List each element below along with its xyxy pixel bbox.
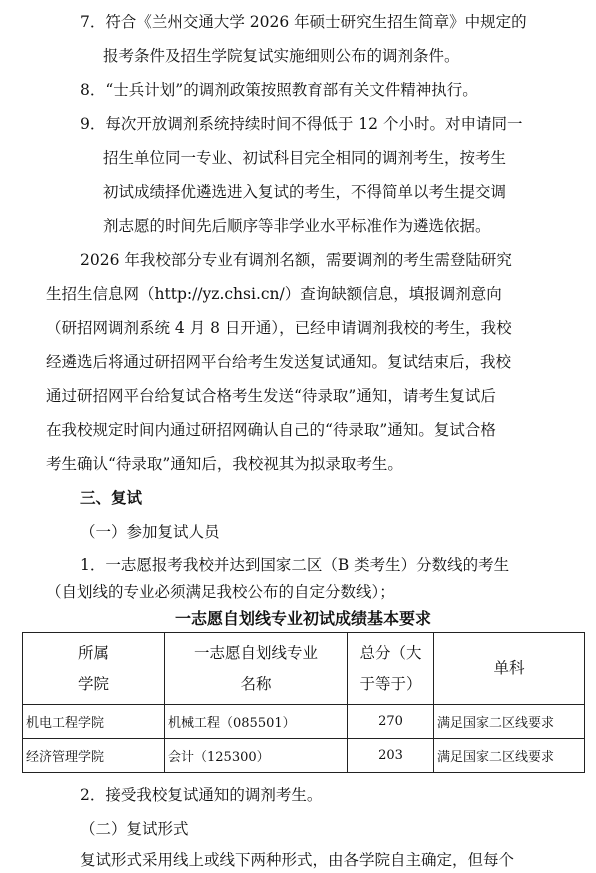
subsection-heading-2: （二）复试形式 [80, 820, 189, 838]
table-title: 一志愿自划线专业初试成绩基本要求 [174, 609, 431, 628]
subsection-heading-1: （一）参加复试人员 [80, 523, 220, 541]
paragraph-line-1: 2026 年我校部分专业有调剂名额，需要调剂的考生需登陆研究 [80, 251, 512, 269]
header-total: 总分（大 于等于） [348, 633, 434, 705]
section-heading: 三、复试 [80, 488, 143, 507]
header-major: 一志愿自划线专业 名称 [165, 633, 348, 705]
cell-single: 满足国家二区线要求 [434, 739, 585, 773]
table-row [23, 705, 585, 739]
item-7-line-2: 报考条件及招生学院复试实施细则公布的调剂条件。 [103, 47, 460, 65]
paragraph-line-2: 生招生信息网（http://yz.chsi.cn/）查询缺额信息，填报调剂意向 [46, 285, 502, 303]
table-row [23, 739, 585, 773]
header-college: 所属 学院 [23, 633, 165, 705]
participant-item-1-line-1: 1．一志愿报考我校并达到国家二区（B 类考生）分数线的考生 [80, 556, 510, 574]
paragraph-line-4: 经遴选后将通过研招网平台给考生发送复试通知。复试结束后，我校 [46, 353, 512, 371]
paragraph-line-5: 通过研招网平台给复试合格考生发送“待录取”通知，请考生复试后 [46, 387, 496, 405]
item-9-line-3: 初试成绩择优遴选进入复试的考生，不得简单以考生提交调 [103, 183, 507, 201]
paragraph-line-3: （研招网调剂系统 4 月 8 日开通），已经申请调剂我校的考生，我校 [46, 319, 512, 337]
paragraph-line-7: 考生确认“待录取”通知后，我校视其为拟录取考生。 [46, 455, 403, 473]
item-9-line-2: 招生单位同一专业、初试科目完全相同的调剂考生，按考生 [103, 149, 507, 167]
participant-item-1-line-2: （自划线的专业必须满足我校公布的自定分数线）； [46, 583, 395, 601]
cell-total: 270 [348, 705, 434, 739]
item-9-line-4: 剂志愿的时间先后顺序等非学业水平标准作为遴选依据。 [103, 217, 491, 235]
header-single: 单科 [434, 633, 585, 705]
cell-total: 203 [348, 739, 434, 773]
format-paragraph-line-1: 复试形式采用线上或线下两种形式，由各学院自主确定，但每个 [80, 851, 515, 869]
paragraph-line-6: 在我校规定时间内通过研招网确认自己的“待录取”通知。复试合格 [46, 421, 496, 439]
cell-college: 机电工程学院 [23, 705, 165, 739]
requirements-table [22, 632, 585, 773]
item-7-line-1: 7．符合《兰州交通大学 2026 年硕士研究生招生简章》中规定的 [80, 13, 527, 31]
participant-item-2: 2．接受我校复试通知的调剂考生。 [80, 786, 323, 804]
cell-major: 会计（125300） [165, 739, 348, 773]
cell-single: 满足国家二区线要求 [434, 705, 585, 739]
item-9-line-1: 9．每次开放调剂系统持续时间不得低于 12 个小时。对申请同一 [80, 115, 523, 133]
table-header-row [23, 633, 585, 705]
cell-major: 机械工程（085501） [165, 705, 348, 739]
item-8: 8．“士兵计划”的调剂政策按照教育部有关文件精神执行。 [80, 81, 478, 99]
cell-college: 经济管理学院 [23, 739, 165, 773]
